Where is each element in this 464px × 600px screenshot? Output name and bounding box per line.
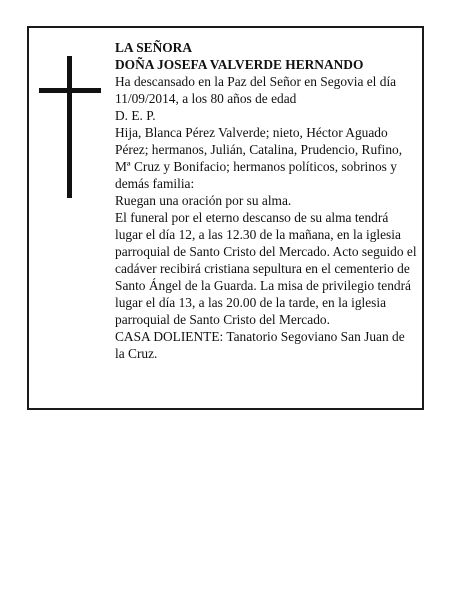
cross-horizontal-bar bbox=[39, 88, 101, 93]
funeral-details: El funeral por el eterno descanso de su alma tendrá lugar el día 12, a las 12.30 de la mañana, en la iglesia parroquial de Santo Cristo del Mercado. Acto seguido el cadáver recibirá cristiana sepultura en el cementerio de Santo Ángel de la Guarda. La misa de privilegio tendrá lugar el día 13, a las 20.00 de la tarde, en la iglesia parroquial de Santo Cristo del Mercado. bbox=[115, 210, 417, 327]
prayer-request: Ruegan una oración por su alma. bbox=[115, 193, 292, 208]
obituary-notice bbox=[27, 26, 424, 410]
obituary-text bbox=[115, 39, 417, 362]
death-announcement: Ha descansado en la Paz del Señor en Segovia el día 11/09/2014, a los 80 años de edad bbox=[115, 74, 397, 106]
family-members: Hija, Blanca Pérez Valverde; nieto, Héctor Aguado Pérez; hermanos, Julián, Catalina, Prudencio, Rufino, Mª Cruz y Bonifacio; hermanos políticos, sobrinos y demás familia: bbox=[115, 125, 403, 191]
latin-cross-icon bbox=[39, 56, 101, 198]
mourning-house: CASA DOLIENTE: Tanatorio Segoviano San Juan de la Cruz. bbox=[115, 329, 405, 361]
deceased-title: LA SEÑORA bbox=[115, 40, 193, 55]
deceased-name: DOÑA JOSEFA VALVERDE HERNANDO bbox=[115, 57, 364, 72]
rest-in-peace: D. E. P. bbox=[115, 108, 156, 123]
cross-vertical-bar bbox=[67, 56, 72, 198]
